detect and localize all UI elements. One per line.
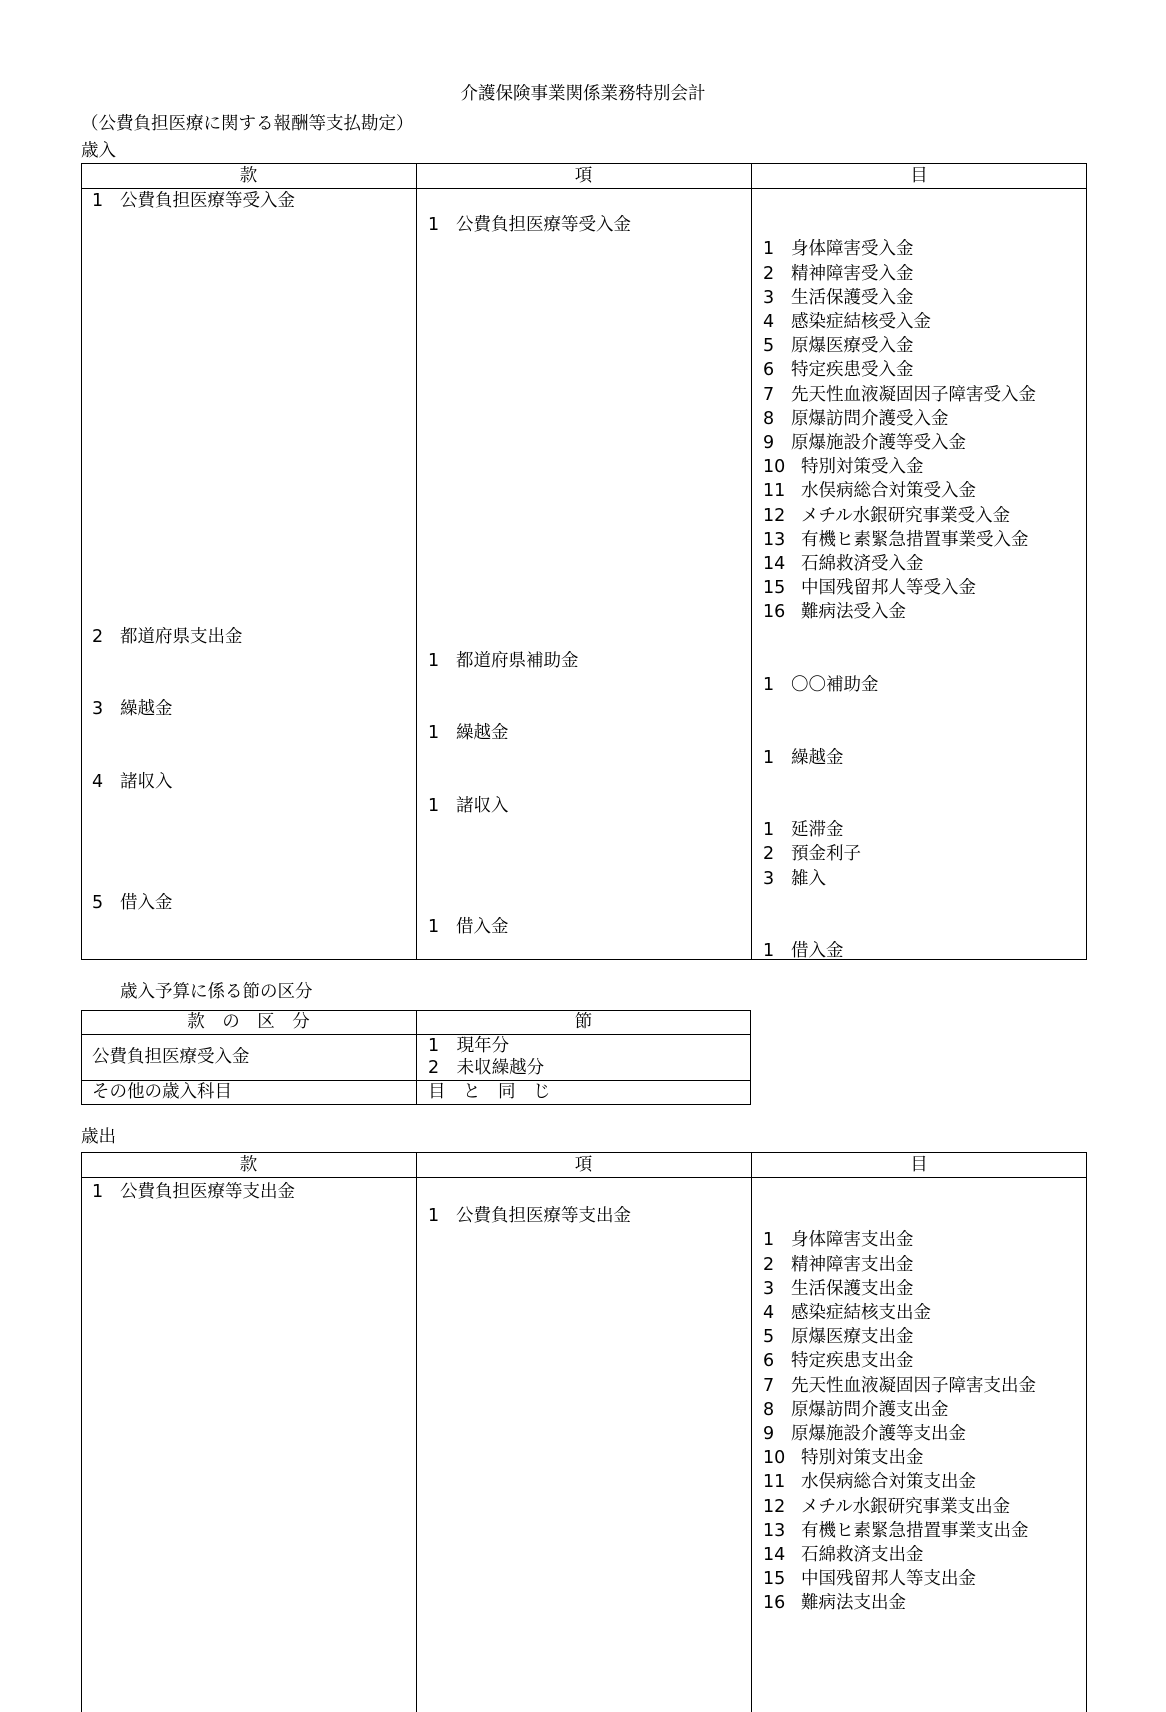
- document-subtitle: （公費負担医療に関する報酬等支払勘定）: [81, 114, 414, 134]
- revenue-moku-item: [763, 528, 1029, 552]
- revenue-col-divider-2: [751, 163, 752, 960]
- item-number: 11: [763, 1472, 786, 1493]
- item-label: 公費負担医療等受入金: [456, 215, 631, 236]
- item-label: 特定疾患支出金: [791, 1351, 914, 1372]
- item-number: 1: [763, 675, 775, 695]
- item-number: 8: [763, 408, 775, 429]
- item-label: 難病法支出金: [801, 1593, 906, 1614]
- item-number: 14: [763, 554, 786, 574]
- item-label: 先天性血液凝固因子障害受入金: [791, 384, 1036, 405]
- revenue-header-kou: 項: [574, 166, 593, 186]
- revenue-moku-item: [763, 358, 914, 382]
- item-number: 7: [763, 384, 775, 405]
- expenditure-heading: 歳出: [81, 1127, 116, 1147]
- item-label: 特別対策受入金: [801, 457, 924, 478]
- revenue-moku-item: [763, 479, 976, 503]
- revenue-kan-item: [92, 697, 173, 721]
- item-number: 9: [763, 433, 775, 453]
- item-number: 4: [763, 1303, 775, 1323]
- expenditure-kou-item: [428, 1204, 631, 1228]
- item-number: 1: [428, 1206, 440, 1227]
- item-label: 感染症結核支出金: [791, 1303, 931, 1323]
- item-number: 4: [92, 771, 104, 792]
- setsu-row1-item-1: 1 現年分: [428, 1036, 510, 1056]
- setsu-row2-value: 目 と 同 じ: [428, 1082, 551, 1102]
- item-number: 15: [763, 578, 786, 599]
- revenue-kan-item: [92, 189, 295, 213]
- revenue-moku-item: [763, 262, 914, 286]
- revenue-heading: 歳入: [81, 141, 116, 161]
- item-label: 公費負担医療等支出金: [456, 1206, 631, 1227]
- item-number: 3: [763, 1278, 775, 1299]
- item-number: 10: [763, 457, 786, 478]
- revenue-kou-item: [428, 213, 631, 237]
- item-label: 雑入: [791, 868, 826, 889]
- expenditure-moku-item: [763, 1277, 914, 1301]
- revenue-moku-item: [763, 746, 844, 770]
- item-number: 2: [763, 844, 775, 865]
- item-number: 1: [763, 820, 775, 841]
- revenue-moku-item: [763, 867, 826, 891]
- revenue-moku-item: [763, 310, 931, 334]
- item-number: 12: [763, 505, 786, 526]
- expenditure-kan-item: [92, 1180, 295, 1204]
- revenue-moku-item: [763, 673, 879, 697]
- revenue-moku-item: [763, 576, 976, 600]
- expenditure-moku-item: [763, 1591, 906, 1615]
- item-number: 6: [763, 1351, 775, 1372]
- revenue-kou-item: [428, 649, 579, 673]
- expenditure-header-divider: [81, 1177, 1087, 1178]
- item-label: 〇〇補助金: [791, 675, 879, 695]
- setsu-header-kubun: 款 の 区 分: [187, 1012, 310, 1032]
- item-label: 特別対策支出金: [801, 1448, 924, 1469]
- revenue-moku-item: [763, 237, 914, 261]
- item-number: 1: [763, 941, 775, 962]
- item-label: 繰越金: [791, 747, 844, 768]
- item-label: 原爆訪問介護受入金: [791, 408, 949, 429]
- expenditure-moku-item: [763, 1543, 924, 1567]
- setsu-heading: 歳入予算に係る節の区分: [120, 982, 313, 1002]
- item-number: 15: [763, 1569, 786, 1590]
- expenditure-moku-item: [763, 1398, 949, 1422]
- item-label: 精神障害受入金: [791, 263, 914, 284]
- item-label: 中国残留邦人等受入金: [801, 578, 976, 599]
- revenue-moku-item: [763, 383, 1036, 407]
- item-label: メチル水銀研究事業受入金: [801, 505, 1011, 526]
- expenditure-moku-item: [763, 1470, 976, 1494]
- expenditure-header-moku: 目: [910, 1155, 928, 1175]
- item-label: 石綿救済支出金: [801, 1545, 924, 1565]
- item-number: 1: [428, 917, 440, 937]
- setsu-header-setsu: 節: [574, 1012, 593, 1032]
- item-label: 延滞金: [791, 820, 844, 841]
- item-label: メチル水銀研究事業支出金: [801, 1496, 1011, 1517]
- expenditure-moku-item: [763, 1301, 931, 1325]
- expenditure-moku-item: [763, 1228, 914, 1252]
- item-label: 原爆訪問介護支出金: [791, 1399, 949, 1420]
- item-number: 14: [763, 1545, 786, 1565]
- expenditure-moku-item: [763, 1349, 914, 1373]
- expenditure-header-kan: 款: [239, 1155, 258, 1175]
- item-label: 公費負担医療等受入金: [120, 191, 295, 211]
- item-number: 1: [428, 723, 440, 744]
- revenue-moku-item: [763, 455, 924, 479]
- revenue-kou-item: [428, 915, 509, 939]
- item-number: 16: [763, 602, 786, 623]
- item-number: 3: [763, 287, 775, 308]
- revenue-header-kan: 款: [239, 166, 258, 186]
- item-number: 16: [763, 1593, 786, 1614]
- expenditure-moku-item: [763, 1374, 1036, 1398]
- item-label: 繰越金: [456, 723, 509, 744]
- revenue-moku-item: [763, 552, 924, 576]
- revenue-kou-item: [428, 721, 509, 745]
- item-number: 5: [92, 892, 104, 913]
- revenue-moku-item: [763, 286, 914, 310]
- item-number: 3: [763, 868, 775, 889]
- item-label: 石綿救済受入金: [801, 554, 924, 574]
- item-label: 原爆施設介護等受入金: [791, 433, 966, 453]
- item-number: 2: [763, 1254, 775, 1275]
- expenditure-moku-item: [763, 1325, 914, 1349]
- revenue-table: [81, 163, 1087, 960]
- expenditure-moku-item: [763, 1422, 966, 1446]
- revenue-kan-item: [92, 891, 173, 915]
- revenue-kou-item: [428, 794, 509, 818]
- item-label: 借入金: [120, 892, 173, 913]
- expenditure-moku-item: [763, 1446, 924, 1470]
- item-label: 先天性血液凝固因子障害支出金: [791, 1375, 1036, 1396]
- document-title: 介護保険事業関係業務特別会計: [460, 84, 706, 104]
- item-number: 1: [763, 239, 775, 260]
- revenue-kan-item: [92, 625, 243, 649]
- item-label: 公費負担医療等支出金: [120, 1182, 295, 1202]
- expenditure-moku-item: [763, 1253, 914, 1277]
- revenue-col-divider-1: [416, 163, 417, 960]
- item-number: 13: [763, 529, 786, 550]
- item-label: 預金利子: [791, 844, 861, 865]
- item-number: 8: [763, 1399, 775, 1420]
- setsu-row2-label: その他の歳入科目: [92, 1082, 232, 1102]
- item-label: 借入金: [791, 941, 844, 962]
- setsu-row1-label: 公費負担医療受入金: [92, 1047, 250, 1067]
- revenue-kan-item: [92, 770, 173, 794]
- item-label: 原爆医療受入金: [791, 336, 914, 357]
- expenditure-header-kou: 項: [574, 1155, 593, 1175]
- revenue-moku-item: [763, 504, 1010, 528]
- item-number: 1: [428, 650, 440, 671]
- item-label: 生活保護受入金: [791, 287, 914, 308]
- expenditure-moku-item: [763, 1495, 1010, 1519]
- item-number: 1: [428, 215, 440, 236]
- item-label: 身体障害受入金: [791, 239, 914, 260]
- item-label: 精神障害支出金: [791, 1254, 914, 1275]
- item-number: 1: [428, 796, 440, 816]
- item-number: 1: [92, 191, 104, 211]
- item-label: 原爆施設介護等支出金: [791, 1424, 966, 1444]
- item-number: 3: [92, 699, 104, 720]
- item-number: 1: [763, 1230, 775, 1251]
- revenue-moku-item: [763, 334, 914, 358]
- item-number: 12: [763, 1496, 786, 1517]
- item-label: 生活保護支出金: [791, 1278, 914, 1299]
- item-number: 1: [92, 1182, 104, 1202]
- item-label: 水俣病総合対策支出金: [801, 1472, 976, 1493]
- item-label: 中国残留邦人等支出金: [801, 1569, 976, 1590]
- item-label: 都道府県支出金: [120, 626, 243, 647]
- expenditure-moku-item: [763, 1567, 976, 1591]
- item-number: 1: [763, 747, 775, 768]
- revenue-moku-item: [763, 818, 844, 842]
- item-number: 5: [763, 336, 775, 357]
- item-label: 都道府県補助金: [456, 650, 579, 671]
- item-label: 諸収入: [120, 771, 173, 792]
- revenue-moku-item: [763, 842, 861, 866]
- item-label: 繰越金: [120, 699, 173, 720]
- item-number: 5: [763, 1327, 775, 1348]
- setsu-row1-item-2: 2 未収繰越分: [428, 1058, 545, 1078]
- item-label: 原爆医療支出金: [791, 1327, 914, 1348]
- revenue-moku-item: [763, 939, 844, 963]
- revenue-moku-item: [763, 600, 906, 624]
- revenue-moku-item: [763, 407, 949, 431]
- item-label: 難病法受入金: [801, 602, 906, 623]
- item-label: 有機ヒ素緊急措置事業支出金: [801, 1520, 1029, 1541]
- item-number: 2: [763, 263, 775, 284]
- revenue-moku-item: [763, 431, 966, 455]
- item-number: 2: [92, 626, 104, 647]
- item-label: 感染症結核受入金: [791, 312, 931, 332]
- item-number: 9: [763, 1424, 775, 1444]
- item-label: 有機ヒ素緊急措置事業受入金: [801, 529, 1029, 550]
- expenditure-col-divider-2: [751, 1152, 752, 1712]
- item-label: 身体障害支出金: [791, 1230, 914, 1251]
- item-label: 諸収入: [456, 796, 509, 816]
- item-number: 4: [763, 312, 775, 332]
- expenditure-col-divider-1: [416, 1152, 417, 1712]
- item-number: 10: [763, 1448, 786, 1469]
- item-label: 特定疾患受入金: [791, 360, 914, 381]
- revenue-header-moku: 目: [910, 166, 928, 186]
- item-number: 11: [763, 481, 786, 502]
- item-number: 13: [763, 1520, 786, 1541]
- item-number: 7: [763, 1375, 775, 1396]
- expenditure-moku-item: [763, 1519, 1029, 1543]
- item-number: 6: [763, 360, 775, 381]
- item-label: 水俣病総合対策受入金: [801, 481, 976, 502]
- item-label: 借入金: [456, 917, 509, 937]
